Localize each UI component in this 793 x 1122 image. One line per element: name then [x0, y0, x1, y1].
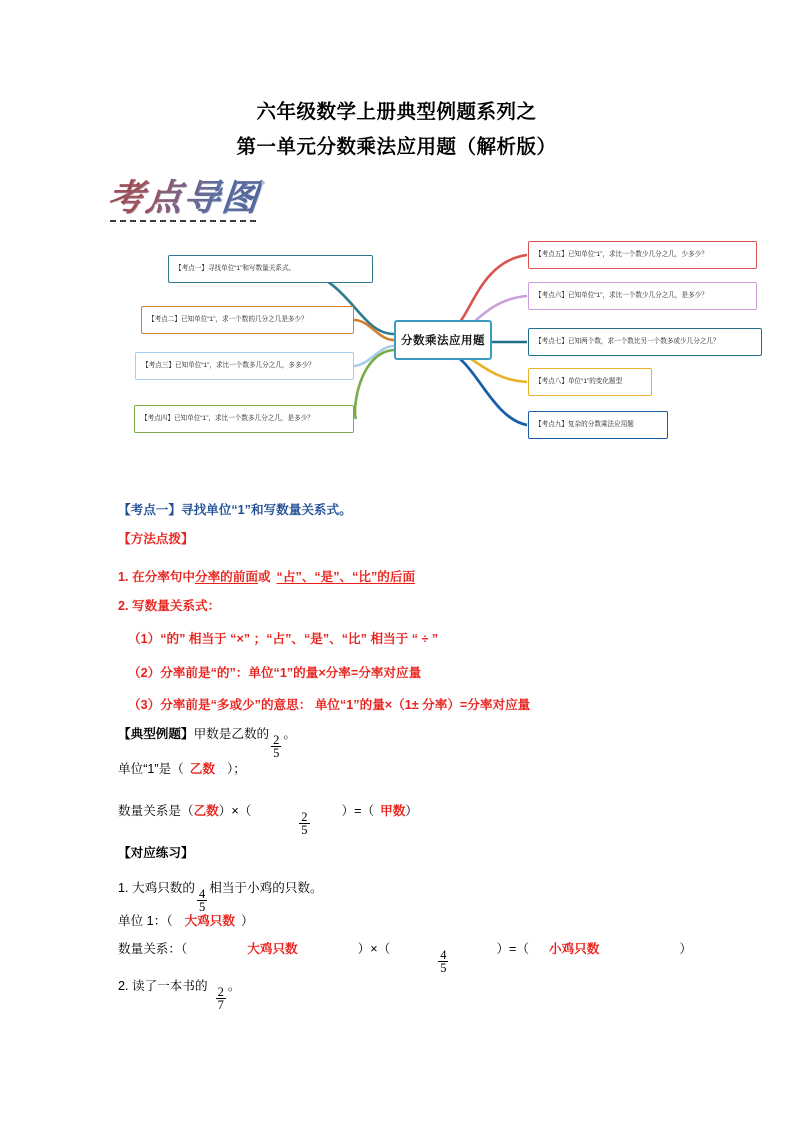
mindmap-node-kaodian-8[interactable] — [528, 368, 652, 396]
method-1-mid: 或 — [257, 570, 271, 584]
practice-question-1 — [118, 880, 323, 914]
mindmap-node-label: 【考点八】单位“1”的变化题型 — [535, 377, 623, 385]
fraction-denominator: 5 — [273, 746, 280, 761]
fraction-numerator: 2 — [301, 809, 308, 824]
mindmap-node-label: 【考点五】已知单位“1”，求比一个数少几分之几，少多少？ — [535, 250, 708, 258]
q2-suffix: 。 — [227, 979, 241, 993]
mindmap-node-kaodian-4[interactable] — [134, 405, 354, 433]
unit-close: ）； — [226, 762, 246, 776]
method-1-underline-a: 分率的前面 — [194, 570, 258, 584]
method-point-2-2: （2）分率前是“的”：单位“1”的量×分率=分率对应量 — [128, 666, 422, 680]
mindmap-node-kaodian-5[interactable] — [528, 241, 757, 269]
mindmap-node-kaodian-9[interactable] — [528, 411, 668, 439]
unit-answer-line — [118, 761, 246, 777]
q1-unit-close: ） — [240, 914, 254, 928]
example-line — [118, 726, 296, 760]
q1-rel-fraction — [438, 949, 448, 976]
method-point-2-1: （1）“的” 相当于 “×” ；“占”、“是”、“比” 相当于 “ ÷ ” — [128, 632, 439, 646]
mindmap-node-label: 【考点三】已知单位“1”，求比一个数多几分之几，多多少？ — [142, 361, 315, 369]
q1-prefix: 1. 大鸡只数的 — [118, 881, 195, 895]
q1-rel-mid-2: ）=（ — [496, 942, 529, 956]
mindmap-center-label: 分数乘法应用题 — [401, 335, 485, 347]
q2-fraction — [216, 986, 226, 1013]
example-fraction — [271, 734, 281, 761]
q1-unit-answer: 大鸡只数 — [184, 914, 235, 928]
mindmap-center-node[interactable] — [394, 320, 492, 360]
page-title-line-2: 第一单元分数乘法应用题（解析版） — [236, 136, 557, 158]
relation-mid-1: ）×（ — [218, 804, 252, 818]
fangfa-heading: 【方法点拨】 — [118, 532, 194, 546]
mindmap-node-kaodian-1[interactable] — [168, 255, 373, 283]
example-text-b: 。 — [283, 727, 296, 741]
mindmap-node-label: 【考点四】已知单位“1”，求比一个数多几分之几，是多少？ — [141, 414, 314, 422]
mindmap-node-kaodian-7[interactable] — [528, 328, 762, 356]
relation-answer-a: 乙数 — [193, 804, 219, 818]
q1-relation-line — [118, 941, 692, 975]
mindmap-node-label: 【考点一】寻找单位“1”和写数量关系式。 — [175, 264, 296, 272]
example-text-a: 甲数是乙数的 — [193, 727, 270, 741]
example-heading: 【典型例题】 — [118, 727, 194, 741]
method-1-underline-b: “占”、“是”、“比”的后面 — [276, 570, 416, 584]
page-title-line-1: 六年级数学上册典型例题系列之 — [256, 101, 537, 123]
relation-answer-b: 甲数 — [380, 804, 406, 818]
method-point-2-3: （3）分率前是“多或少”的意思： 单位“1”的量×（1± 分率）=分率对应量 — [128, 698, 531, 712]
relation-fraction — [299, 811, 309, 838]
connector-left-4 — [355, 350, 394, 419]
q1-fraction — [197, 888, 207, 915]
method-point-1 — [118, 569, 415, 585]
method-1-prefix: 1. 在分率句中 — [118, 570, 195, 584]
practice-heading: 【对应练习】 — [118, 846, 194, 860]
mindmap-node-label: 【考点九】复杂的分数乘法应用题 — [535, 420, 634, 428]
connector-right-9 — [446, 352, 527, 425]
relation-answer-line — [118, 803, 418, 837]
fraction-numerator: 2 — [217, 984, 224, 999]
mindmap-diagram — [0, 222, 793, 472]
fraction-denominator: 7 — [217, 998, 224, 1013]
q1-unit-label: 单位 1：（ — [118, 914, 173, 928]
fraction-denominator: 5 — [198, 900, 206, 915]
kaodian-heading: 【考点一】寻找单位“1”和写数量关系式。 — [118, 503, 352, 517]
q1-rel-answer-b: 小鸡只数 — [548, 942, 600, 956]
relation-mid-2: ）=（ — [341, 804, 375, 818]
fraction-denominator: 5 — [301, 823, 308, 838]
practice-question-2 — [118, 978, 240, 1012]
relation-close: ） — [405, 804, 418, 818]
fraction-numerator: 2 — [273, 732, 280, 747]
connector-left-2 — [354, 320, 394, 340]
q1-unit-line — [118, 913, 254, 929]
q1-rel-mid-1: ）×（ — [357, 942, 391, 956]
mindmap-node-label: 【考点七】已知两个数，求一个数比另一个数多或少几分之几？ — [535, 337, 720, 345]
wordart-text: 考点导图 — [105, 177, 263, 219]
mindmap-node-kaodian-6[interactable] — [528, 282, 757, 310]
q1-rel-close: ） — [679, 942, 692, 956]
q1-suffix: 相当于小鸡的只数。 — [209, 881, 323, 895]
unit-label: 单位“1”是（ — [118, 762, 184, 776]
q2-prefix: 2. 读了一本书的 — [118, 979, 208, 993]
fraction-numerator: 4 — [440, 947, 447, 962]
q1-rel-answer-a: 大鸡只数 — [247, 942, 298, 956]
fraction-numerator: 4 — [198, 886, 206, 901]
q1-rel-label: 数量关系：（ — [118, 942, 188, 956]
method-point-2: 2. 写数量关系式： — [118, 599, 221, 613]
connector-left-3 — [352, 346, 394, 366]
fraction-denominator: 5 — [440, 961, 447, 976]
mindmap-node-kaodian-2[interactable] — [141, 306, 354, 334]
mindmap-node-kaodian-3[interactable] — [135, 352, 354, 380]
relation-label: 数量关系是（ — [118, 804, 194, 818]
wordart-section-heading — [105, 177, 358, 226]
unit-answer: 乙数 — [189, 762, 215, 776]
mindmap-node-label: 【考点六】已知单位“1”，求比一个数少几分之几，是多少？ — [535, 291, 708, 299]
mindmap-node-label: 【考点二】已知单位“1”，求一个数的几分之几是多少？ — [148, 315, 308, 323]
